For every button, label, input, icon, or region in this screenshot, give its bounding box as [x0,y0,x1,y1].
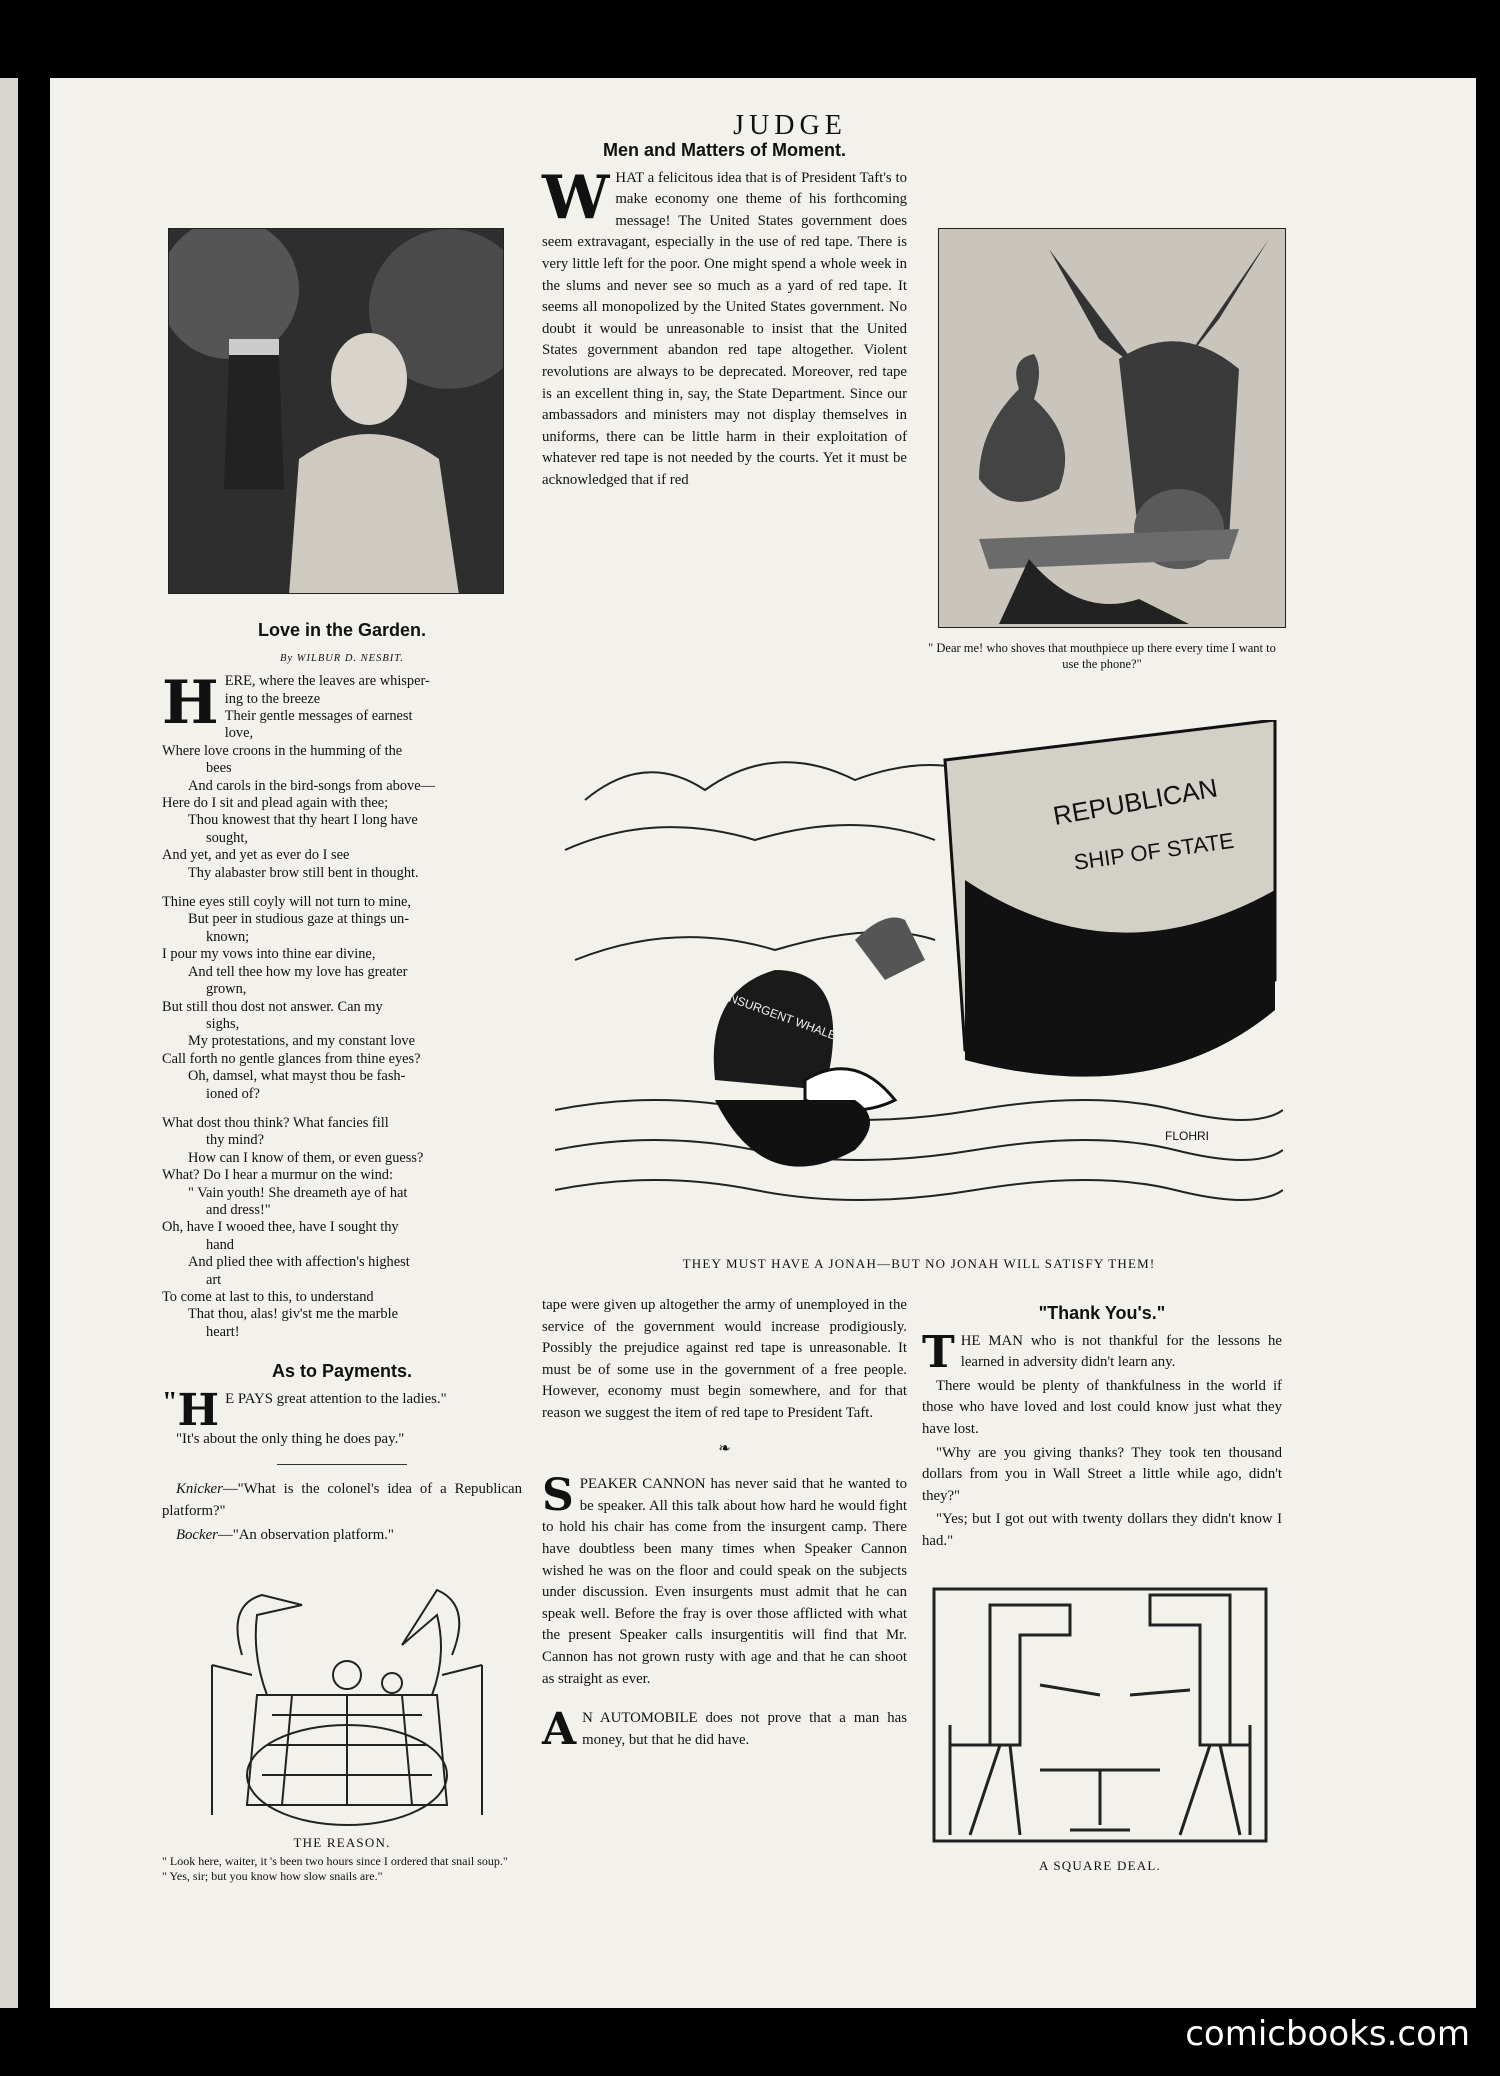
jonah-cartoon [555,720,1283,1230]
goose-donkey-illustration [939,229,1286,628]
square-characters-illustration [930,1585,1270,1845]
thank-you-p3: "Why are you giving thanks? They took ten thousand dollars from you in Wall Street a little while ago, didn't they?" [922,1444,1282,1504]
drop-cap: H [162,668,219,739]
payments-title: As to Payments. [271,1361,413,1382]
poem-line: thy mind? [206,1132,264,1149]
poem-line: Oh, have I wooed thee, have I sought thy [162,1219,399,1236]
drop-cap: A [542,1704,577,1756]
poem-line: and dress!" [206,1201,271,1218]
section-rule [277,1464,407,1465]
knicker-line: Knicker—"What is the colonel's idea of a Republican platform?" [162,1481,522,1519]
drop-cap: H [177,1384,220,1436]
poem-line: art [206,1271,222,1288]
poem-line: Here do I sit and plead again with thee; [162,795,389,812]
jonah-caption: THEY MUST HAVE A JONAH—BUT NO JONAH WILL SATISFY THEM! [682,1256,1156,1271]
poem-line: What? Do I hear a murmur on the wind: [162,1167,393,1184]
drop-cap: S [542,1470,574,1522]
reason-line-1: " Look here, waiter, it 's been two hours since I ordered that snail soup." [162,1853,508,1868]
automobile-paragraph: A N AUTOMOBILE does not prove that a man has money, but that he did have. [542,1704,907,1756]
poem-line: ERE, where the leaves are whisper- [224,673,430,690]
ship-label-state: SHIP OF STATE [1072,827,1236,875]
drop-cap: W [542,162,610,233]
poem-line: I pour my vows into thine ear divine, [162,946,376,963]
square-deal-cartoon [930,1585,1270,1845]
poem-line: ing to the breeze [224,690,321,707]
poem-line: What dost thou think? What fancies fill [162,1114,389,1131]
artist-signature: FLOHRI [1165,1129,1210,1143]
love-garden-title: Love in the Garden. [257,620,427,640]
ship-label-republican: REPUBLICAN [1050,772,1220,831]
journal-title: JUDGE [733,110,847,141]
poem-line: My protestations, and my constant love [188,1033,416,1050]
poem-line: sighs, [206,1015,240,1032]
poem-line: To come at last to this, to understand [162,1289,374,1305]
payments-line-1: " H E PAYS great attention to the ladies." [162,1384,447,1436]
thank-you-p2: There would be plenty of thankfulness in the world if those who have loved and lost could know just what they have lost. [922,1377,1282,1437]
thank-you-title: "Thank You's." [1038,1303,1166,1323]
poem-line: And yet, and yet as ever do I see [162,847,350,864]
men-matters-section [542,140,907,494]
love-in-garden-section [162,620,522,1548]
donkey-caption-block [922,640,1282,672]
men-matters-title: Men and Matters of Moment. [602,140,846,160]
poem-stanza-3 [162,1115,522,1341]
poem-line: That thou, alas! giv'st me the marble [188,1306,398,1323]
thank-you-p1: THE MAN who is not thankful for the lessons he learned in adversity didn't learn any. [922,1326,1282,1378]
poem-line: And carols in the bird-songs from above— [188,777,435,794]
poem-line: love, [224,725,254,742]
reason-title: THE REASON. [293,1835,391,1850]
poem-line: And plied thee with affection's highest [188,1254,410,1271]
red-tape-continued: tape were given up altogether the army of unemployed in the service of the government would increase prodigiously. Possibly the prejudice against red tape is unreasonable. It must be of some use in the government of a free people. However, economy must begin somewhere, and for that reason we suggest the item of red tape to President Taft. [542,1297,907,1421]
poem-line: hand [206,1236,234,1253]
love-garden-byline: By WILBUR D. NESBIT. [280,652,404,664]
the-reason-cartoon [172,1575,522,1830]
love-garden-poem [162,668,522,1341]
speaker-cannon-paragraph: SPEAKER CANNON has never said that he wanted to be speaker. All this talk about how hard he would fight to hold his chair has come from the insurgent camp. There have doubtless been many times when Speaker Cannon wished he was on the floor and could speak on the subjects under discussion. Even insurgents must admit that he can speak well. Before the fray is over those afflicted with what the present Speaker calls insurgentitis will find that Mr. Cannon has not grown rusty with age and that he can shoot as straight as ever. [542,1470,907,1687]
poem-line: How can I know of them, or even guess? [188,1149,424,1166]
poem-line: But peer in studious gaze at things un- [188,911,410,928]
the-reason-caption-block [162,1832,522,1884]
reason-line-2: " Yes, sir; but you know how slow snails are." [162,1868,383,1883]
poem-line: bees [206,760,232,777]
men-matters-continued [542,1295,907,1756]
poem-line: Thy alabaster brow still bent in thought. [188,864,419,881]
poem-line: Call forth no gentle glances from thine eyes? [162,1050,421,1067]
men-matters-intro: WHAT a felicitous idea that is of President Taft's to make economy one theme of his forthcoming message! The United States government does seem extravagant, especially in the use of red tape. There is very little left for the poor. One might spend a whole week in the slums and never see so much as a yard of red tape. It seems all monopolized by the United States government. No doubt it would be unreasonable to insist that the United States government abandon red tape altogether. Violent revolutions are always to be deprecated. Moreover, red tape is an excellent thing in, say, the State Department. Since our ambassadors and ministers may not display themselves in uniforms, there can be little harm in their exploitation of whatever red tape is not needed by the courts. Yet it must be acknowledged that if red [542,162,907,488]
poem-line: Oh, damsel, what mayst thou be fash- [188,1068,406,1085]
thank-you-section [922,1303,1282,1555]
square-deal-caption: A SQUARE DEAL. [1039,1858,1161,1873]
watermark: comicbooks.com [1185,2014,1470,2054]
poem-line: ioned of? [206,1085,260,1102]
poem-line: sought, [206,829,248,846]
drop-cap: T [922,1326,955,1378]
ornament-separator: ❧ [718,1440,731,1457]
poem-line: Their gentle messages of earnest [224,708,413,724]
poem-line: Thine eyes still coyly will not turn to mine, [162,894,412,911]
poem-line: known; [206,928,250,945]
poem-line: And tell thee how my love has greater [188,963,408,980]
left-page-edge [0,78,18,2008]
thank-you-p4: "Yes; but I got out with twenty dollars they didn't know I had." [922,1511,1282,1549]
poem-line: Where love croons in the humming of the [162,742,403,759]
poem-line: But still thou dost not answer. Can my [162,998,383,1015]
garden-statue-photo [168,228,504,594]
poem-line: " Vain youth! She dreameth aye of hat [188,1184,408,1201]
donkey-caption: " Dear me! who shoves that mouthpiece up there every time I want to use the phone?" [928,641,1276,671]
whale-label: INSURGENT WHALE [723,989,839,1043]
bocker-line: Bocker—"An observation platform." [176,1526,394,1543]
poem-line: Thou knowest that thy heart I long have [188,812,418,829]
statue-illustration [169,229,504,594]
poem-stanza-2 [162,894,522,1103]
poem-line: grown, [206,981,247,998]
ship-whale-illustration [555,720,1283,1230]
payments-line-2: "It's about the only thing he does pay." [176,1430,405,1447]
goose-donkey-photo [938,228,1286,628]
storks-dining-illustration [172,1575,522,1830]
quote-mark: " [162,1386,178,1418]
poem-line: heart! [206,1323,240,1340]
